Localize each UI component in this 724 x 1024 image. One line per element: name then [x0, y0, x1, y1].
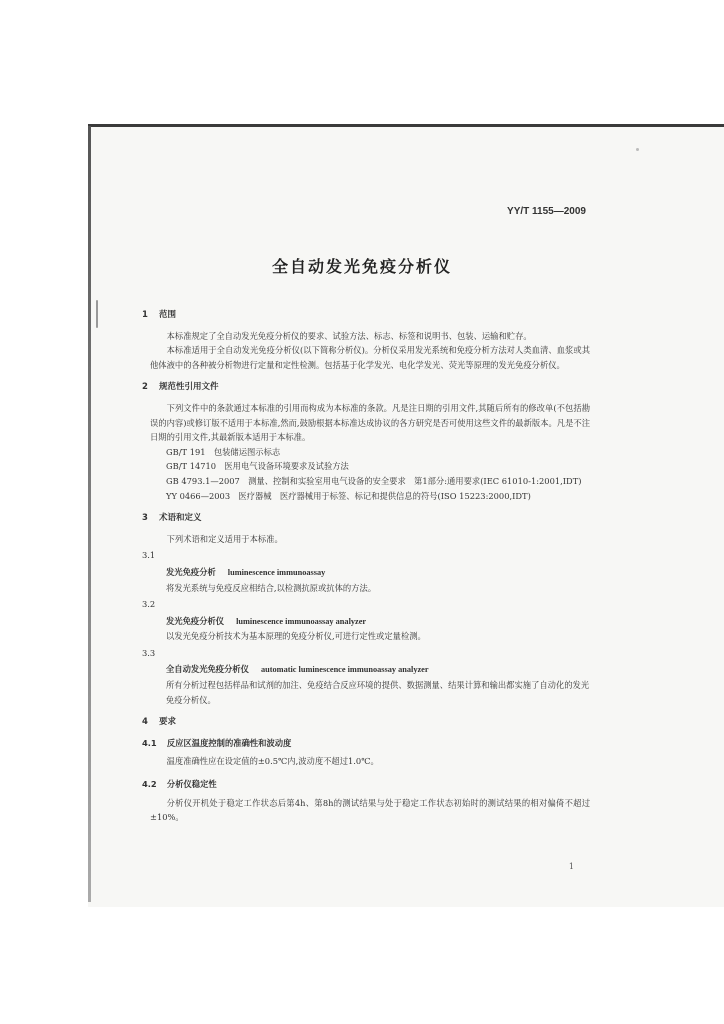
- document-body: [142, 300, 590, 825]
- term-zh: 发光免疫分析仪: [166, 615, 225, 626]
- section-title: 范围: [158, 310, 176, 320]
- section-title: 要求: [158, 717, 176, 728]
- scan-speck: [96, 300, 98, 328]
- paragraph: 本标准适用于全自动发光免疫分析仪(以下简称分析仪)。分析仪采用发光系统和免疫分析方法对人类血清、血浆或其他体液中的各种被分析物进行定量和定性检测。包括基于化学发光、电化学发光、荧光等原理的发光免疫分析仪。: [150, 345, 590, 370]
- section-title: 规范性引用文件: [158, 382, 219, 393]
- section-number: 2: [142, 382, 148, 393]
- section-heading-requirements: [142, 715, 590, 730]
- term-entry: [166, 565, 590, 581]
- section-heading-normative-references: [142, 380, 590, 395]
- section-number: 1: [142, 310, 148, 320]
- paragraph: 分析仪开机处于稳定工作状态后第4h、第8h的测试结果与处于稳定工作状态初始时的测试结果的相对偏倚不超过±10%。: [150, 797, 590, 823]
- term-en: luminescence immunoassay: [227, 567, 326, 577]
- subsection-number: 4.2: [142, 779, 157, 790]
- subsection-title: 反应区温度控制的准确性和波动度: [166, 737, 292, 748]
- term-en: luminescence immunoassay analyzer: [236, 616, 367, 626]
- reference-item: GB/T 14710 医用电气设备环境要求及试验方法: [166, 461, 349, 472]
- section-number: 3: [142, 513, 148, 524]
- paragraph: 温度准确性应在设定值的±0.5℃内,波动度不超过1.0℃。: [166, 756, 379, 767]
- term-entry: [166, 614, 590, 630]
- subsection-heading: [142, 736, 590, 751]
- reference-item: YY 0466—2003 医疗器械 医疗器械用于标签、标记和提供信息的符号(ISO 15223:2000,IDT): [166, 490, 531, 501]
- section-heading-terms-definitions: [142, 511, 590, 526]
- reference-item: GB/T 191 包装储运图示标志: [166, 446, 281, 457]
- subsection-heading: [142, 777, 590, 792]
- term-definition: 将发光系统与免疫反应相结合,以检测抗原或抗体的方法。: [166, 582, 377, 593]
- document-title: 全自动发光免疫分析仪: [271, 257, 452, 276]
- page-binding-edge: [88, 126, 91, 902]
- term-zh: 全自动发光免疫分析仪: [166, 664, 249, 675]
- section-number: 4: [142, 717, 148, 728]
- term-entry: [166, 662, 590, 678]
- section-heading-scope: [142, 308, 590, 323]
- term-definition: 所有分析过程包括样品和试剂的加注、免疫结合反应环境的提供、数据测量、结果计算和输出都实施了自动化的发光免疫分析仪。: [166, 680, 590, 705]
- section-title: 术语和定义: [158, 513, 202, 524]
- standard-number: YY/T 1155—2009: [507, 206, 586, 217]
- paragraph: 下列术语和定义适用于本标准。: [166, 533, 283, 544]
- term-number: 3.1: [142, 550, 156, 561]
- term-definition: 以发光免疫分析技术为基本原理的免疫分析仪,可进行定性或定量检测。: [166, 631, 426, 642]
- term-zh: 发光免疫分析: [166, 566, 216, 577]
- paragraph: 下列文件中的条款通过本标准的引用而构成为本标准的条款。凡是注日期的引用文件,其随后所有的修改单(不包括勘误的内容)或修订版不适用于本标准,然而,鼓励根据本标准达成协议的各方研究是否可使用这些文件的最新版本。凡是不注日期的引用文件,其最新版本适用于本标准。: [150, 402, 590, 443]
- scan-speck: [636, 148, 639, 151]
- reference-item: GB 4793.1—2007 测量、控制和实验室用电气设备的安全要求 第1部分:通用要求(IEC 61010-1:2001,IDT): [166, 475, 582, 486]
- page-number: 1: [568, 862, 574, 871]
- paragraph: 本标准规定了全自动发光免疫分析仪的要求、试验方法、标志、标签和说明书、包装、运输和贮存。: [166, 330, 532, 341]
- term-number: 3.2: [142, 599, 156, 610]
- term-number: 3.3: [142, 647, 156, 658]
- subsection-number: 4.1: [142, 737, 157, 748]
- subsection-title: 分析仪稳定性: [166, 779, 217, 790]
- term-en: automatic luminescence immunoassay analyzer: [260, 665, 429, 675]
- scan-margin-top: [0, 0, 724, 126]
